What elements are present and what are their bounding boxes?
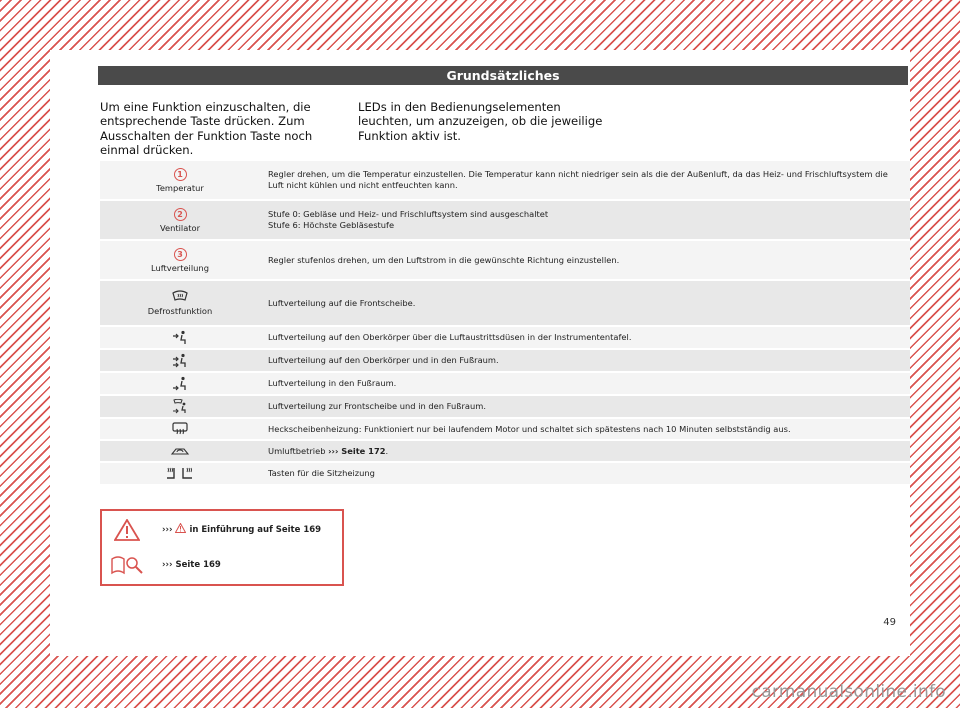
- callout-number: 3: [174, 248, 187, 261]
- table-row: [100, 463, 910, 484]
- recirculation-icon: [170, 445, 190, 457]
- table-cell-control: [100, 241, 260, 279]
- airflow-upper-body-icon: [172, 330, 188, 345]
- table-cell-control: [100, 327, 260, 348]
- section-header: Grundsätzliches: [98, 66, 908, 85]
- table-row: [100, 241, 910, 279]
- airflow-feet-icon: [172, 376, 188, 391]
- watermark: carmanualsonline.info: [751, 682, 946, 702]
- intro-text-right: LEDs in den Bedienungselementen leuchten, um anzuzeigen, ob die jeweilige Funktion aktiv ist.: [358, 100, 603, 143]
- table-cell-description: Tasten für die Sitzheizung: [260, 463, 910, 484]
- table-row: [100, 327, 910, 348]
- table-cell-control: [100, 441, 260, 461]
- page-number: 49: [883, 617, 896, 628]
- control-label: Defrostfunktion: [147, 306, 213, 316]
- warning-reference-text: in Einführung auf Seite 169: [189, 525, 322, 535]
- airflow-upper-body-feet-icon: [172, 353, 188, 368]
- callout-number: 1: [174, 168, 187, 181]
- description-text: Umluftbetrieb: [268, 445, 326, 456]
- table-cell-control: [100, 373, 260, 394]
- table-cell-description: Luftverteilung in den Fußraum.: [260, 373, 910, 394]
- table-cell-control: [100, 201, 260, 239]
- table-row: [100, 396, 910, 417]
- seat-heating-icon: [165, 466, 195, 481]
- table-cell-control: [100, 350, 260, 371]
- description-suffix: .: [385, 445, 389, 456]
- table-cell-description: [260, 201, 910, 239]
- table-cell-description: Luftverteilung zur Frontscheibe und in den Fußraum.: [260, 396, 910, 417]
- page-reference[interactable]: [162, 560, 221, 570]
- page-reference-text: Seite 169: [175, 560, 221, 570]
- table-row: [100, 281, 910, 325]
- intro-text-left: Um eine Funktion einzuschalten, die entsprechende Taste drücken. Zum Ausschalten der Funktion Taste noch einmal drücken.: [100, 100, 313, 158]
- table-cell-description: Regler stufenlos drehen, um den Luftstrom in die gewünschte Richtung einzustellen.: [260, 241, 910, 279]
- airflow-windshield-feet-icon: [172, 399, 188, 414]
- function-table: [100, 159, 910, 486]
- table-cell-control: [100, 161, 260, 199]
- control-label: Luftverteilung: [151, 262, 209, 273]
- control-label: Temperatur: [156, 182, 204, 193]
- table-row: [100, 161, 910, 199]
- rear-window-heating-icon: [172, 422, 188, 436]
- table-cell-control: [100, 463, 260, 484]
- table-cell-description: [260, 441, 910, 461]
- table-cell-description: Luftverteilung auf den Oberkörper und in den Fußraum.: [260, 350, 910, 371]
- table-cell-description: Luftverteilung auf die Frontscheibe.: [260, 281, 910, 325]
- warning-reference[interactable]: [162, 523, 321, 535]
- defrost-windshield-icon: [172, 290, 188, 304]
- warning-triangle-icon: [114, 519, 140, 541]
- table-row: [100, 419, 910, 439]
- description-line: Stufe 6: Höchste Gebläsestufe: [268, 220, 395, 230]
- table-row: [100, 441, 910, 461]
- table-cell-description: Regler drehen, um die Temperatur einzustellen. Die Temperatur kann nicht niedriger sein als die der Außenluft, da das Heiz- und Frischluftsystem die Luft nicht kühlen und nicht entfeuchten kann.: [260, 161, 910, 199]
- small-warning-icon: [175, 523, 186, 533]
- book-magnifier-icon: [110, 553, 144, 577]
- reference-infobox: [100, 509, 344, 586]
- table-cell-description: Heckscheibenheizung: Funktioniert nur bei laufendem Motor und schaltet sich spätestens nach 10 Minuten selbstständig aus.: [260, 419, 910, 439]
- callout-number: 2: [174, 208, 187, 221]
- reference-arrows: ›››: [162, 560, 173, 570]
- control-label: Ventilator: [159, 222, 201, 233]
- table-cell-control: [100, 396, 260, 417]
- table-row: [100, 350, 910, 371]
- table-cell-control: [100, 419, 260, 439]
- table-cell-control: [100, 281, 260, 325]
- manual-page: [50, 50, 910, 656]
- page-reference-link[interactable]: ››› Seite 172: [328, 445, 386, 456]
- table-row: [100, 373, 910, 394]
- table-row: [100, 201, 910, 239]
- table-cell-description: Luftverteilung auf den Oberkörper über die Luftaustrittsdüsen in der Instrumententafel.: [260, 327, 910, 348]
- reference-arrows: ›››: [162, 525, 173, 535]
- description-line: Stufe 0: Gebläse und Heiz- und Frischluftsystem sind ausgeschaltet: [268, 209, 549, 219]
